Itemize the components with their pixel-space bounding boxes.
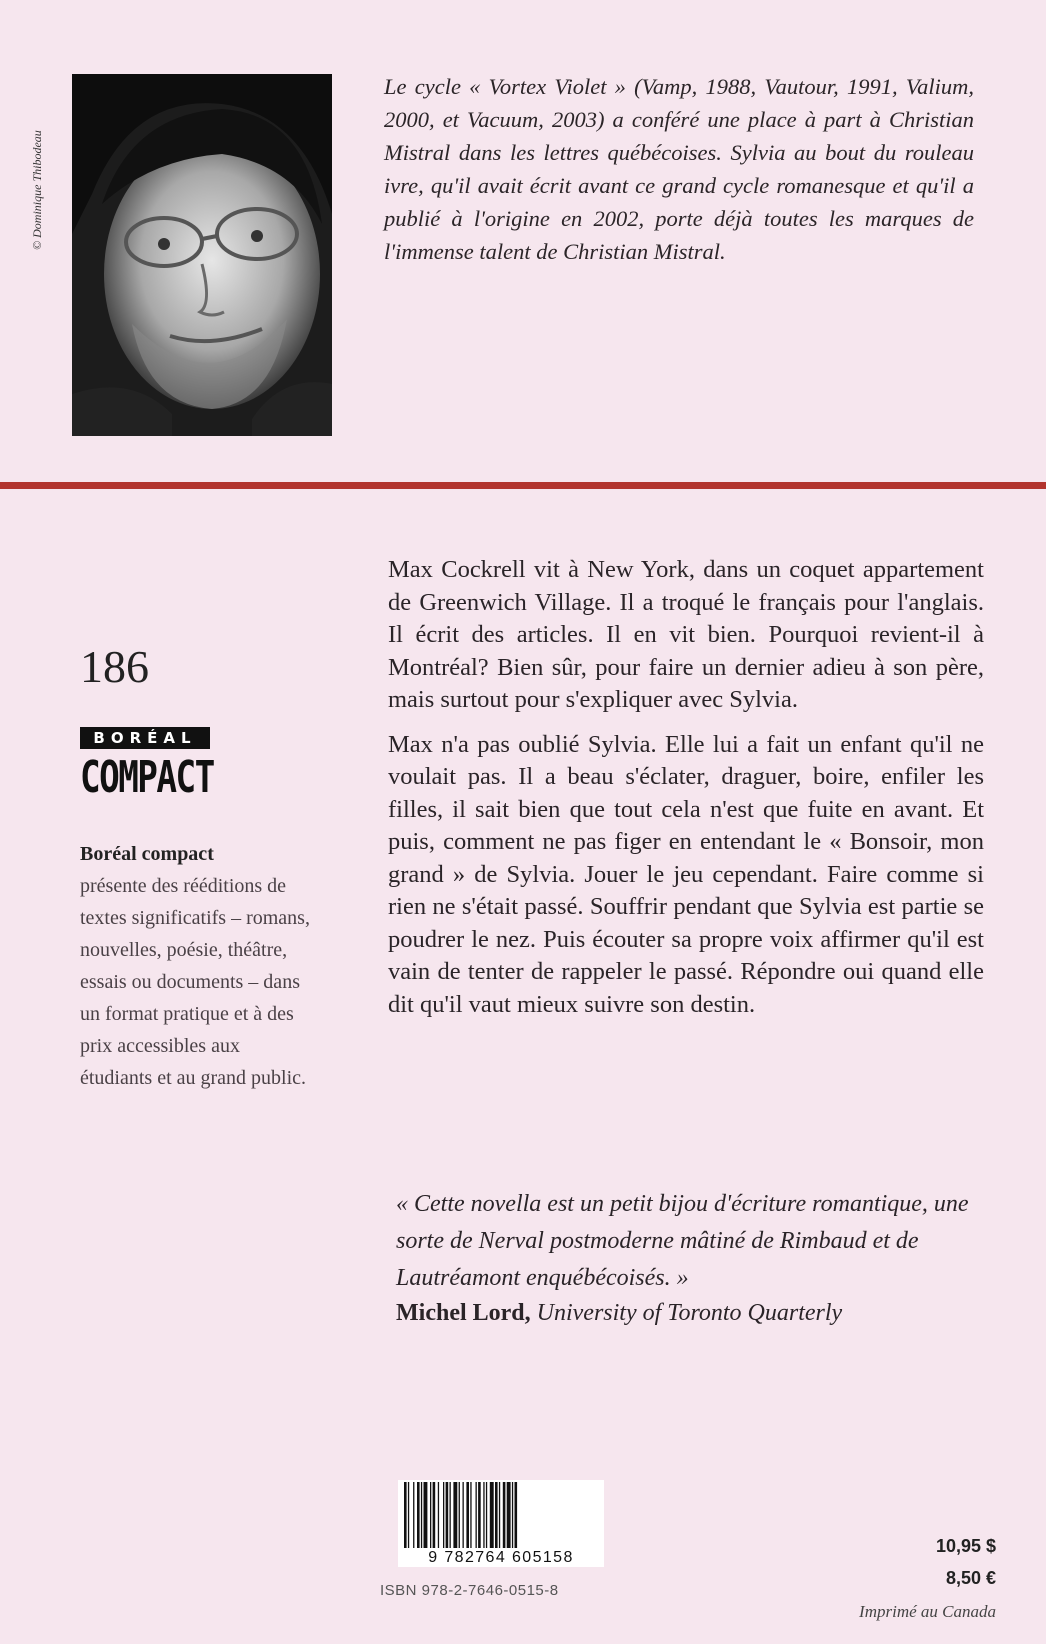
collection-number: 186	[80, 641, 149, 692]
logo-wordmark: COMPACT	[80, 752, 214, 803]
barcode-bar	[486, 1482, 487, 1548]
barcode-bar	[446, 1482, 449, 1548]
barcode-bar	[433, 1482, 436, 1548]
barcode-bar	[499, 1482, 500, 1548]
barcode-bar	[438, 1482, 439, 1548]
collection-description	[80, 838, 310, 1094]
barcode	[398, 1480, 604, 1550]
collection-name: Boréal compact	[80, 843, 214, 865]
printed-in: Imprimé au Canada	[859, 1602, 996, 1621]
synopsis	[388, 554, 984, 1033]
barcode-bar	[515, 1482, 518, 1548]
collection-description-text: présente des rééditions de textes significatifs – romans, nouvelles, poésie, théâtre, essais ou documents – dans un format pratique et à des prix accessibles aux étudiants et au grand public.	[80, 875, 310, 1089]
review-author: Michel Lord,	[396, 1300, 531, 1326]
review-attribution	[396, 1300, 990, 1327]
barcode-bar	[408, 1482, 409, 1548]
review-quote: « Cette novella est un petit bijou d'écriture romantique, une sorte de Nerval postmoderne mâtiné de Rimbaud et de Lautréamont enquébécoisés. »	[396, 1191, 969, 1291]
photo-credit: © Dominique Thibodeau	[30, 130, 44, 250]
barcode-bar	[413, 1482, 414, 1548]
barcode-bar	[512, 1482, 513, 1548]
barcode-bar	[443, 1482, 444, 1548]
barcode-bar	[430, 1482, 431, 1548]
barcode-bar	[466, 1482, 469, 1548]
synopsis-paragraph: Max n'a pas oublié Sylvia. Elle lui a fait un enfant qu'il ne voulait pas. Il a beau s'éclater, draguer, boire, enfiler les filles, il sait bien que tout cela n'est que fuite en avant. Et puis, comment ne pas figer en entendant le « Bonsoir, mon grand » de Sylvia. Jouer le jeu cependant. Faire comme si rien ne s'était passé. Souffrir pendant que Sylvia est partie se poudrer le nez. Puis écouter sa propre voix affirmer qu'il est vain de tenter de rappeler le passé. Répondre oui quand elle dit qu'il vaut mieux suivre son destin.	[388, 730, 984, 1018]
barcode-digits: 9 782764 605158	[398, 1549, 604, 1567]
author-blurb: Le cycle « Vortex Violet » (Vamp, 1988, Vautour, 1991, Valium, 2000, et Vacuum, 2003) a conféré une place à part à Christian Mistral dans les lettres québécoises. Sylvia au bout du rouleau ivre, qu'il avait écrit avant ce grand cycle romanesque et qu'il a publié à l'origine en 2002, porte déjà toutes les marques de l'immense talent de Christian Mistral.	[384, 74, 974, 264]
barcode-bar	[450, 1482, 451, 1548]
barcode-bar	[476, 1482, 477, 1548]
barcode-bar	[483, 1482, 484, 1548]
isbn: ISBN 978-2-7646-0515-8	[380, 1582, 559, 1599]
price-eur: 8,50 €	[945, 1568, 996, 1588]
synopsis-paragraph: Max Cockrell vit à New York, dans un coquet appartement de Greenwich Village. Il a troqué le français pour l'anglais. Il écrit des articles. Il en vit bien. Pourquoi revient-il à Montréal? Bien sûr, pour faire un dernier adieu à son père, mais surtout pour s'expliquer avec Sylvia.	[388, 556, 984, 713]
author-photo	[72, 74, 332, 436]
barcode-bar	[470, 1482, 471, 1548]
barcode-bar	[453, 1482, 457, 1548]
barcode-bar	[463, 1482, 464, 1548]
barcode-bar	[495, 1482, 498, 1548]
publisher-logo	[80, 727, 214, 803]
divider-rule	[0, 482, 1046, 489]
barcode-bar	[417, 1482, 420, 1548]
barcode-bar	[490, 1482, 494, 1548]
barcode-bar	[507, 1482, 511, 1548]
barcode-bar	[503, 1482, 506, 1548]
review-source: University of Toronto Quarterly	[536, 1300, 843, 1326]
price-cad: 10,95 $	[935, 1536, 996, 1556]
barcode-bar	[404, 1482, 407, 1548]
barcode-bar	[424, 1482, 428, 1548]
barcode-bar	[459, 1482, 460, 1548]
barcode-bar	[478, 1482, 481, 1548]
logo-band-text: BORÉAL	[80, 727, 210, 749]
barcode-bar	[421, 1482, 422, 1548]
